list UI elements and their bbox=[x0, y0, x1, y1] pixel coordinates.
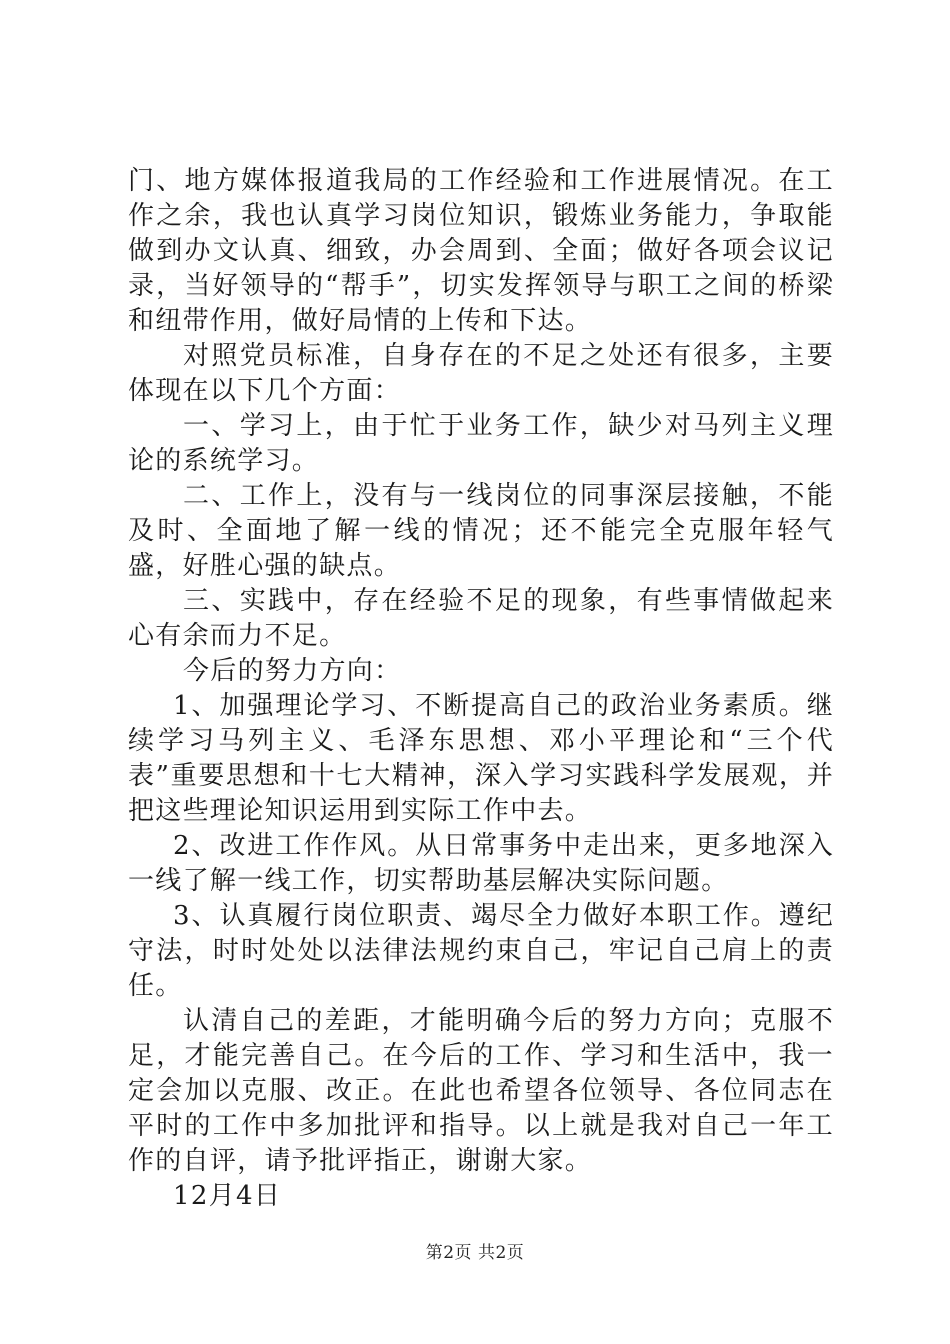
body-paragraph-direction-2: 2、改进工作作风。从日常事务中走出来，更多地深入一线了解一线工作，切实帮助基层解决实际问题。 bbox=[128, 831, 834, 896]
body-paragraph-continuation: 门、地方媒体报道我局的工作经验和工作进展情况。在工作之余，我也认真学习岗位知识，锻炼业务能力，争取能做到办文认真、细致，办会周到、全面；做好各项会议记录，当好领导的“帮手”，切实发挥领导与职工之间的桥梁和纽带作用，做好局情的上传和下达。 bbox=[128, 166, 834, 336]
body-paragraph-shortcoming-1: 一、学习上，由于忙于业务工作，缺少对马列主义理论的系统学习。 bbox=[128, 411, 834, 476]
document-body bbox=[128, 164, 834, 1214]
body-paragraph-shortcoming-2: 二、工作上，没有与一线岗位的同事深层接触，不能及时、全面地了解一线的情况；还不能完全克服年轻气盛，好胜心强的缺点。 bbox=[128, 481, 834, 581]
body-paragraph-shortcoming-3: 三、实践中，存在经验不足的现象，有些事情做起来心有余而力不足。 bbox=[128, 586, 834, 651]
page-number-footer: 第2页 共2页 bbox=[425, 1243, 525, 1263]
body-paragraph-direction-3: 3、认真履行岗位职责、竭尽全力做好本职工作。遵纪守法，时时处处以法律法规约束自己，牢记自己肩上的责任。 bbox=[128, 901, 834, 1001]
body-paragraph-conclusion: 认清自己的差距，才能明确今后的努力方向；克服不足，才能完善自己。在今后的工作、学习和生活中，我一定会加以克服、改正。在此也希望各位领导、各位同志在平时的工作中多加批评和指导。以上就是我对自己一年工作的自评，请予批评指正，谢谢大家。 bbox=[128, 1006, 834, 1176]
document-date: 12月4日 bbox=[173, 1181, 282, 1211]
body-paragraph-direction-1: 1、加强理论学习、不断提高自己的政治业务素质。继续学习马列主义、毛泽东思想、邓小平理论和“三个代表”重要思想和十七大精神，深入学习实践科学发展观，并把这些理论知识运用到实际工作中去。 bbox=[128, 691, 834, 826]
body-paragraph-shortcomings-intro: 对照党员标准，自身存在的不足之处还有很多，主要体现在以下几个方面： bbox=[128, 341, 834, 406]
body-paragraph-direction-heading: 今后的努力方向： bbox=[183, 656, 402, 686]
